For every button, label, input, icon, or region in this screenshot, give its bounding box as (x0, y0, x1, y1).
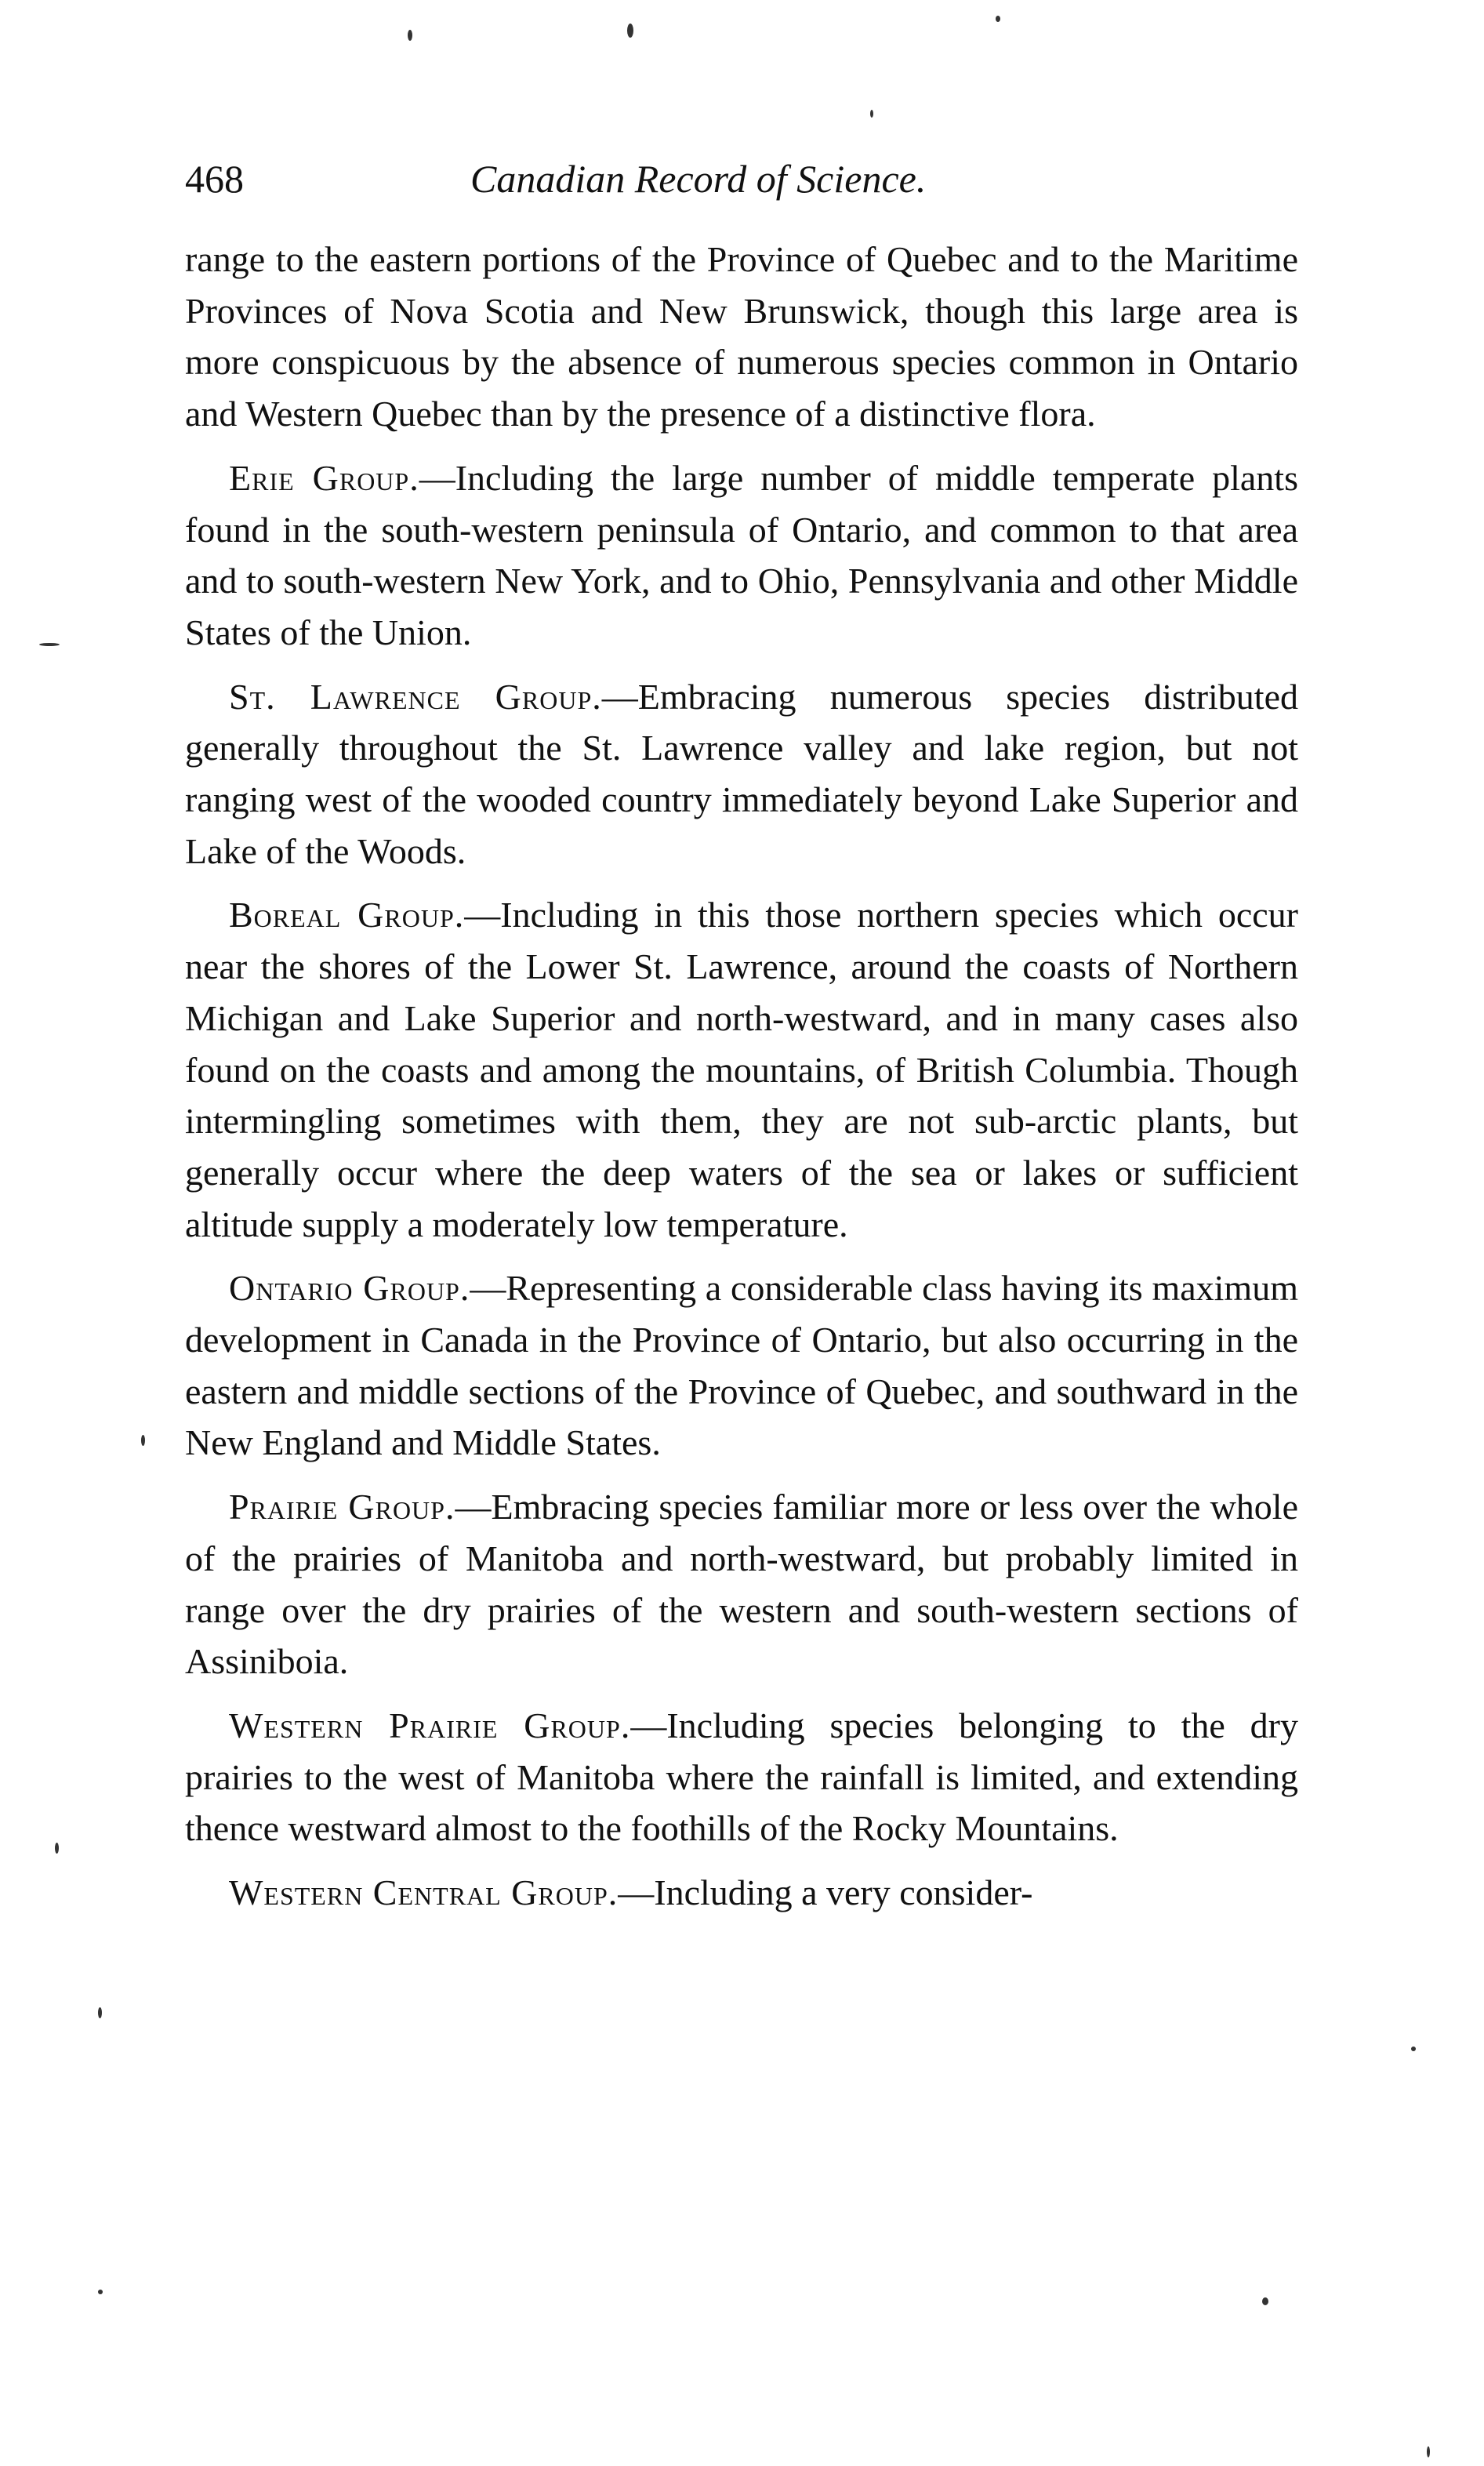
scan-speck (627, 24, 633, 38)
scan-speck (1262, 2297, 1268, 2305)
scan-speck (870, 110, 873, 118)
page-number: 468 (185, 157, 244, 201)
scan-speck (1427, 2446, 1430, 2457)
paragraph-prairie-group (185, 1481, 1298, 1687)
paragraph-boreal-group (185, 889, 1298, 1250)
body-text (185, 234, 1298, 1931)
paragraph-continuation (185, 234, 1298, 440)
group-name: Boreal Group. (229, 895, 465, 935)
paragraph-western-prairie-group (185, 1700, 1298, 1854)
paragraph-st-lawrence-group (185, 671, 1298, 877)
paragraph-ontario-group (185, 1262, 1298, 1469)
group-name: St. Lawrence Group. (229, 676, 602, 717)
paragraph-text: —Including the large number of middle temperate plants found in the south-western peninsula of Ontario, and common to that area and to south-western New York, and to Ohio, Pennsylvania and other Middle States of the Union. (185, 457, 1298, 652)
scan-speck (408, 30, 412, 41)
paragraph-text: range to the eastern portions of the Province of Quebec and to the Maritime Provinces of Nova Scotia and New Brunswick, though this large area is more conspicuous by the absence of numerous species common in Ontario and Western Quebec than by the presence of a distinctive flora. (185, 239, 1298, 434)
page-header (185, 154, 1298, 216)
group-name: Ontario Group. (229, 1268, 470, 1309)
running-title: Canadian Record of Science. (470, 157, 927, 201)
scan-speck (1411, 2047, 1416, 2051)
scan-speck (39, 643, 60, 646)
scan-speck (98, 2290, 103, 2294)
paragraph-western-central-group (185, 1867, 1298, 1919)
paragraph-text: —Including species belonging to the dry prairies to the west of Manitoba where the rainfall is limited, and extending thence westward almost to the foothills of the Rocky Mountains. (185, 1705, 1298, 1849)
paragraph-text: —Embracing species familiar more or less over the whole of the prairies of Manitoba and north-westward, but probably limited in range over the dry prairies of the western and south-western sections of Assiniboia. (185, 1487, 1299, 1682)
group-name: Western Central Group. (229, 1872, 619, 1913)
scan-speck (141, 1435, 145, 1446)
paragraph-text: —Representing a considerable class having its maximum development in Canada in the Province of Ontario, but also occurring in the eastern and middle sections of the Province of Quebec, and southward in the New England and Middle States. (185, 1268, 1298, 1463)
paragraph-text: —Including a very consider- (618, 1872, 1033, 1913)
group-name: Prairie Group. (229, 1487, 455, 1527)
scan-speck (55, 1843, 59, 1854)
scan-speck (996, 16, 1000, 22)
paragraph-text: —Embracing numerous species distributed generally throughout the St. Lawrence valley and lake region, but not ranging west of the wooded country immediately beyond Lake Superior and Lake of the Woods. (185, 676, 1299, 871)
paragraph-text: —Including in this those northern species which occur near the shores of the Lower St. Lawrence, around the coasts of Northern Michigan and Lake Superior and north-westward, and in many cases also found on the coasts and among the mountains, of British Columbia. Though intermingling sometimes with them, they are not sub-arctic plants, but generally occur where the deep waters of the sea or lakes or sufficient altitude supply a moderately low temperature. (185, 895, 1299, 1244)
group-name: Erie Group. (229, 457, 419, 498)
scan-speck (98, 2007, 102, 2018)
paragraph-erie-group (185, 452, 1298, 659)
group-name: Western Prairie Group. (229, 1705, 631, 1745)
